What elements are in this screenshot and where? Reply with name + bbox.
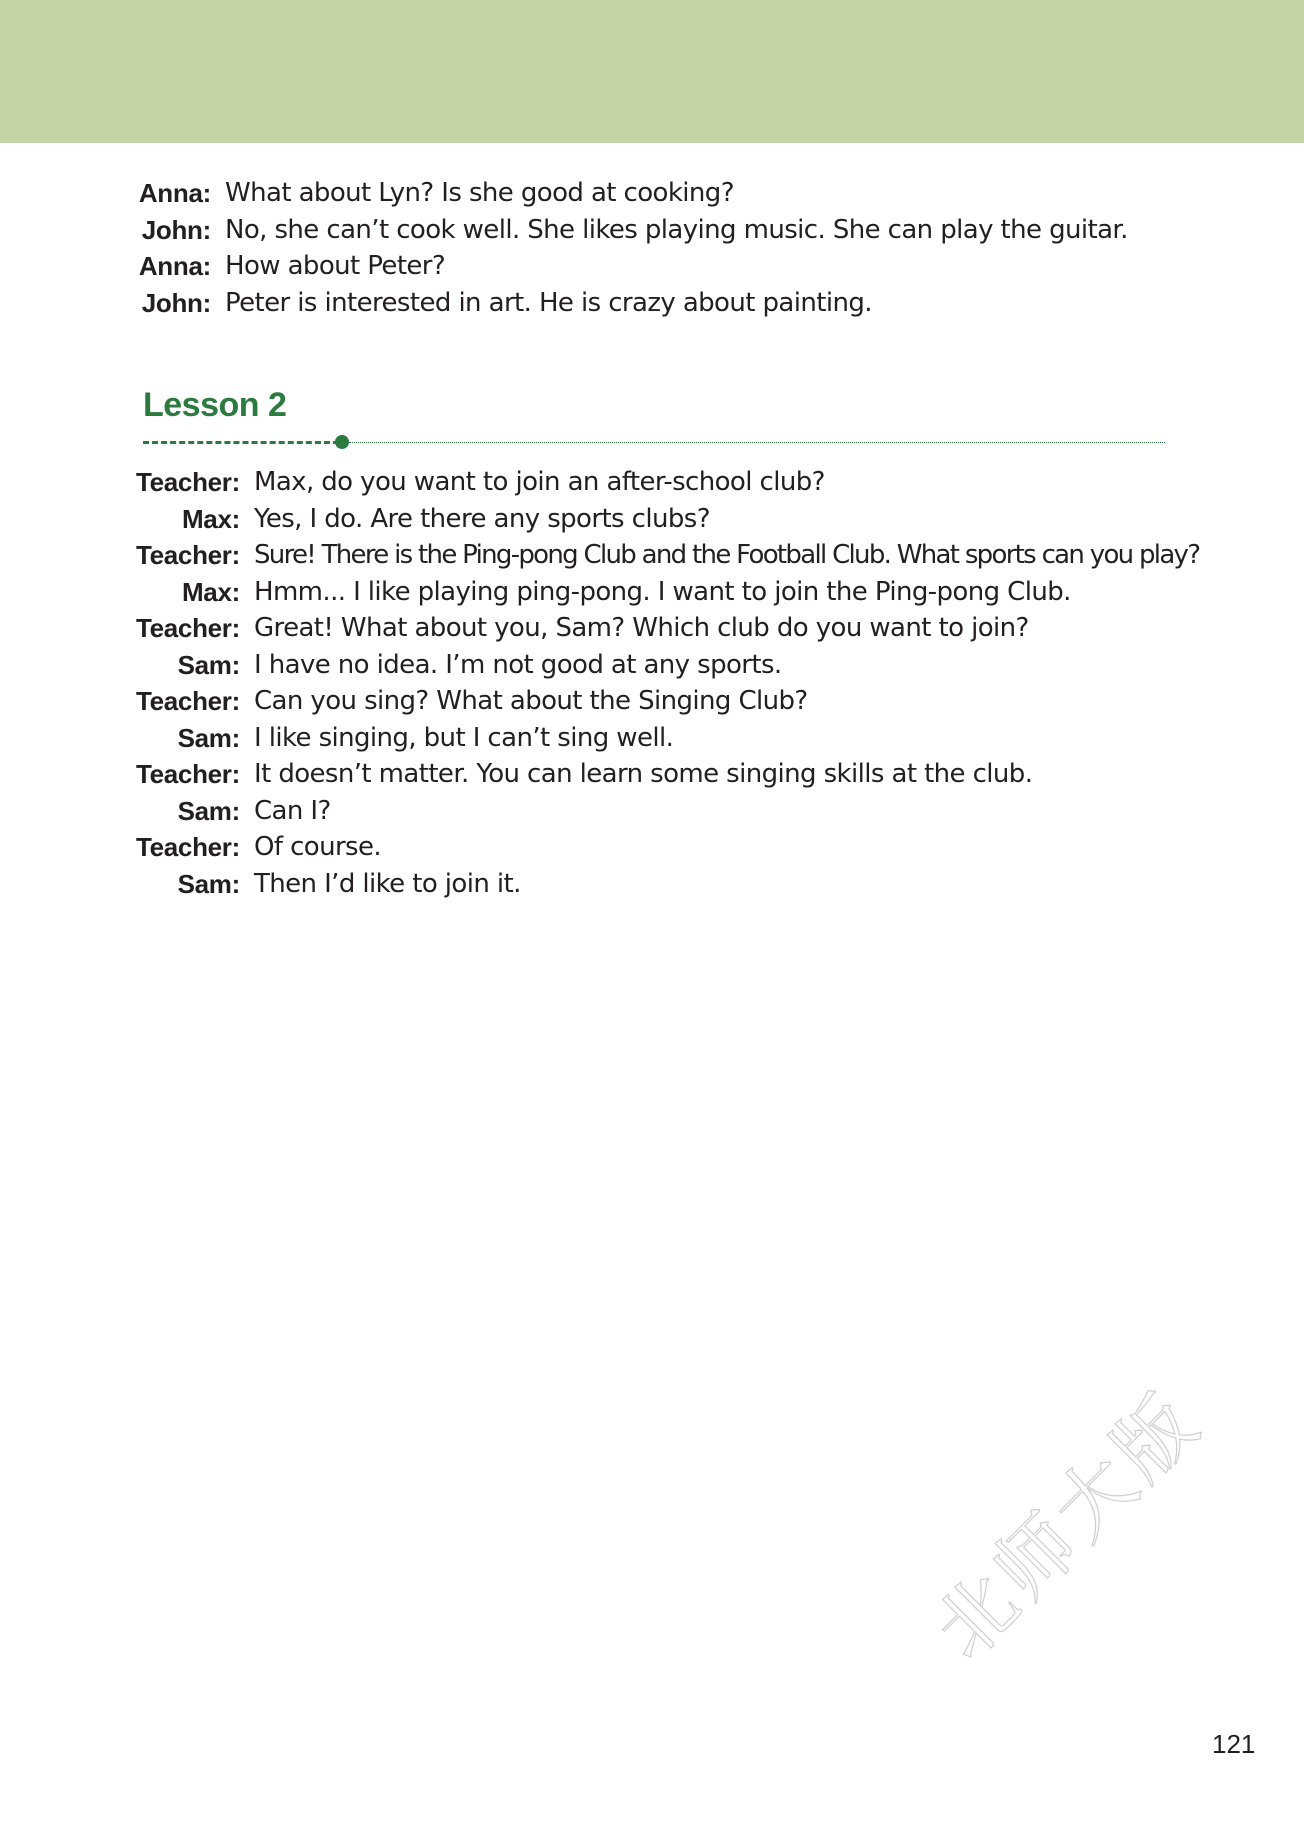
utterance-text: Of course. xyxy=(254,832,382,862)
section-rule-dotted xyxy=(349,442,1165,443)
section-rule-dot xyxy=(335,435,349,449)
utterance-text: Peter is interested in art. He is crazy about painting. xyxy=(225,287,872,318)
dialogue-line xyxy=(0,212,1128,249)
dialogue-line xyxy=(0,285,1128,322)
section-rule-dashed xyxy=(143,441,339,444)
speaker-label: Teacher: xyxy=(135,686,240,716)
utterance-text: Yes, I do. Are there any sports clubs? xyxy=(254,503,710,534)
speaker-label: Teacher: xyxy=(135,759,240,789)
dialogue-line xyxy=(0,574,1199,611)
utterance-text: I have no idea. I’m not good at any sports. xyxy=(254,649,782,680)
utterance-text: Max, do you want to join an after-school club? xyxy=(254,467,825,497)
utterance-text: Sure! There is the Ping-pong Club and the Football Club. What sports can you play? xyxy=(254,540,1200,570)
dialogue-line xyxy=(0,866,1199,903)
lesson1-dialogue xyxy=(0,175,1128,321)
utterance-text: Can I? xyxy=(254,795,331,826)
speaker-label: Sam: xyxy=(177,722,240,753)
dialogue-line xyxy=(0,829,1199,866)
utterance-text: Hmm... I like playing ping-pong. I want to join the Ping-pong Club. xyxy=(254,576,1071,607)
speaker-label: Teacher: xyxy=(135,832,240,862)
dialogue-line xyxy=(0,683,1199,720)
dialogue-line xyxy=(0,501,1199,538)
speaker-label: Max: xyxy=(181,576,240,607)
dialogue-line xyxy=(0,537,1199,574)
dialogue-line xyxy=(0,756,1199,793)
speaker-label: Teacher: xyxy=(135,467,240,497)
publisher-watermark: 北师大版 xyxy=(917,1375,1219,1677)
speaker-label: Anna: xyxy=(138,251,211,281)
dialogue-line xyxy=(0,248,1128,285)
speaker-label: Anna: xyxy=(138,178,211,208)
speaker-label: Teacher: xyxy=(135,613,240,643)
lesson2-dialogue xyxy=(0,464,1199,902)
utterance-text: Great! What about you, Sam? Which club do you want to join? xyxy=(254,613,1029,643)
utterance-text: What about Lyn? Is she good at cooking? xyxy=(225,178,734,208)
utterance-text: I like singing, but I can’t sing well. xyxy=(254,722,674,753)
dialogue-line xyxy=(0,793,1199,830)
utterance-text: Then I’d like to join it. xyxy=(254,868,521,899)
utterance-text: Can you sing? What about the Singing Club? xyxy=(254,686,808,716)
dialogue-line xyxy=(0,647,1199,684)
dialogue-line xyxy=(0,464,1199,501)
speaker-label: Sam: xyxy=(177,795,240,826)
utterance-text: No, she can’t cook well. She likes playing music. She can play the guitar. xyxy=(225,214,1128,245)
dialogue-line xyxy=(0,610,1199,647)
speaker-label: Sam: xyxy=(177,649,240,680)
page-number: 121 xyxy=(1212,1729,1256,1759)
utterance-text: It doesn’t matter. You can learn some singing skills at the club. xyxy=(254,759,1033,789)
dialogue-line xyxy=(0,720,1199,757)
speaker-label: John: xyxy=(141,214,211,245)
speaker-label: Max: xyxy=(181,503,240,534)
dialogue-line xyxy=(0,175,1128,212)
speaker-label: Sam: xyxy=(177,868,240,899)
speaker-label: Teacher: xyxy=(135,540,240,570)
header-band xyxy=(0,0,1304,143)
speaker-label: John: xyxy=(141,287,211,318)
lesson-title: Lesson 2 xyxy=(143,386,287,424)
utterance-text: How about Peter? xyxy=(225,251,446,281)
